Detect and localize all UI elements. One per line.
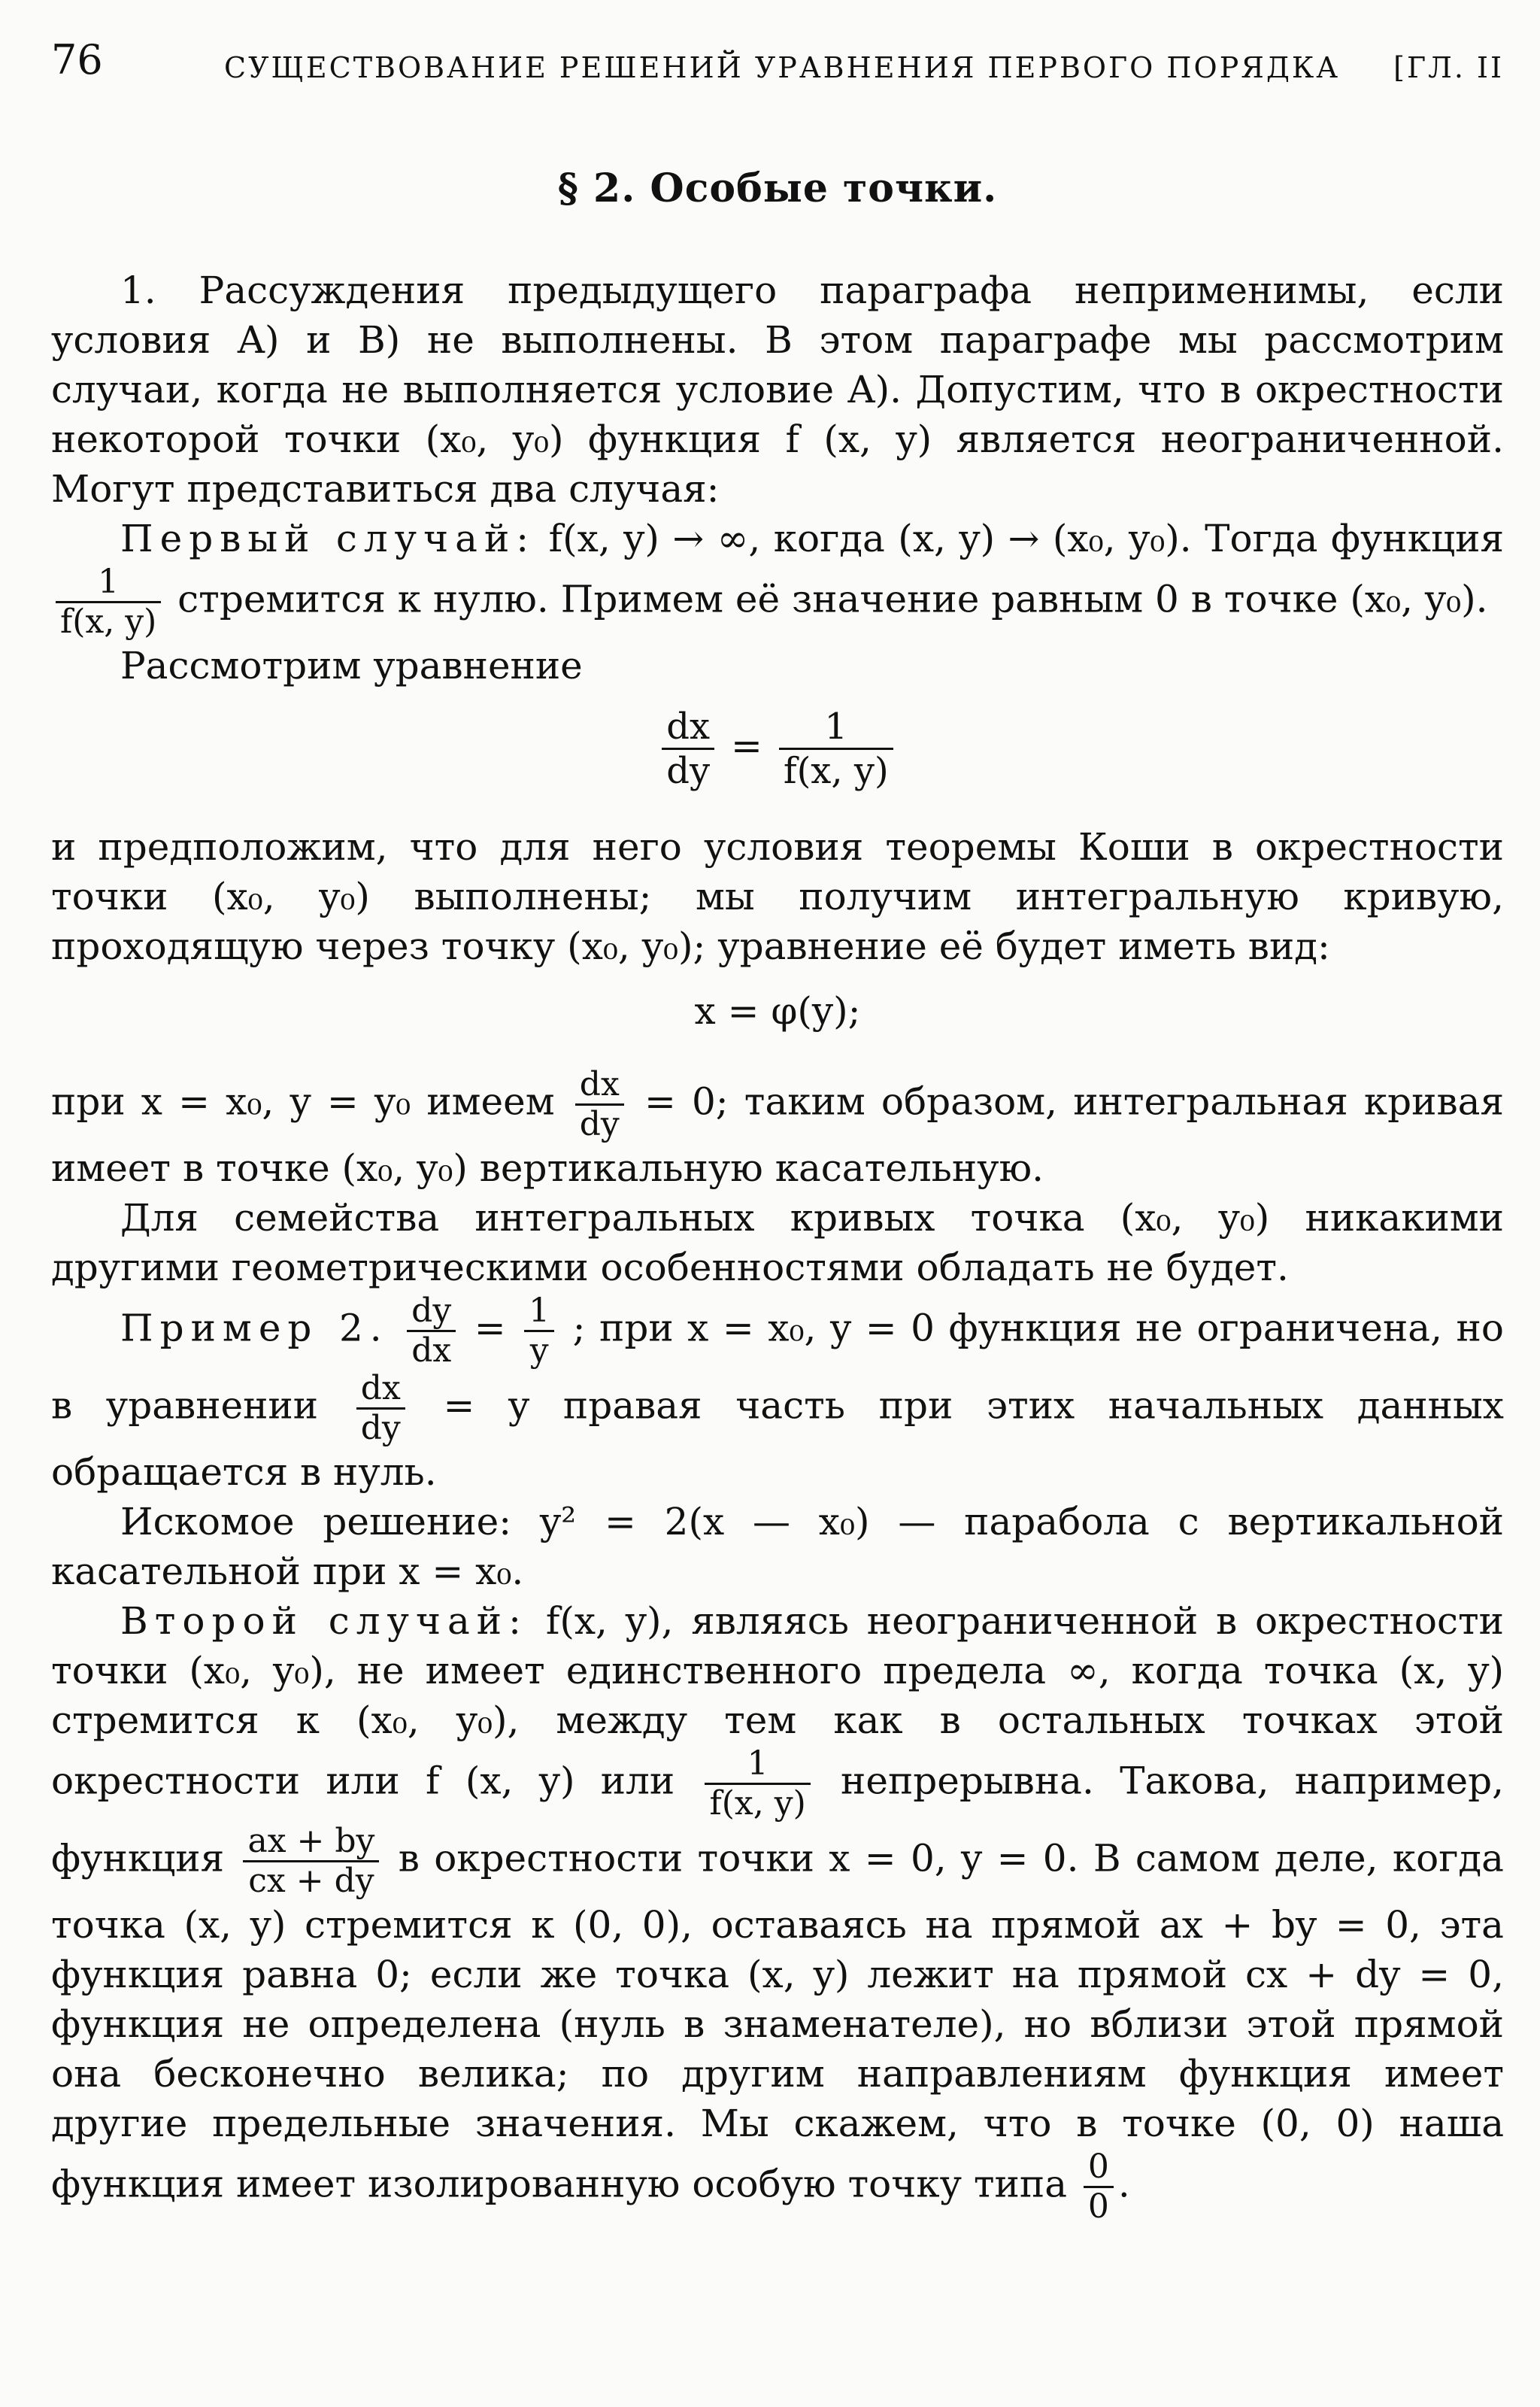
fraction-denominator: 0 [1087, 2187, 1109, 2226]
fraction-dx-dy [575, 1066, 624, 1143]
second-case-label: Второй случай: [120, 1599, 528, 1643]
fraction-numerator: dx [575, 1066, 624, 1106]
running-title: СУЩЕСТВОВАНИЕ РЕШЕНИЙ УРАВНЕНИЯ ПЕРВОГО ПОРЯДКА [224, 51, 1341, 84]
fraction-denominator: dy [666, 750, 711, 792]
paragraph-intro: 1. Рассуждения предыдущего параграфа неприменимы, если условия A) и B) не выполнены. В этом параграфе мы рассмотрим случаи, когда не выполняется условие A). Допустим, что в окрестности некоторой точки (x₀, y₀) функция f (x, y) является неограниченной. Могут представиться два случая: [51, 269, 1504, 511]
example-equals: = [474, 1306, 506, 1350]
example-text-d: = y правая часть при этих начальных данных обращается в нуль. [51, 1383, 1504, 1494]
vertical-tangent-text-b: = 0; таким образом, интегральная кривая имеет в точке (x₀, y₀) вертикальную касательную. [51, 1079, 1504, 1190]
second-case-text-a: f(x, y), являясь неограниченной в окрестности точки (x₀, y₀), не имеет единственного предела ∞, когда точка (x, y) стремится к (x₀, y₀), между тем как в остальных точках этой окрестности или f (x, y) или [51, 1599, 1504, 1803]
fraction-denominator: f(x, y) [60, 603, 157, 641]
paragraph-sought-solution: Искомое решение: y² = 2(x — x₀) — парабола с вертикальной касательной при x = x₀. [51, 1500, 1504, 1593]
equation-x-phi: x = φ(y); [694, 989, 861, 1033]
fraction-dx-dy [356, 1370, 405, 1447]
fraction-one-over-f [705, 1745, 810, 1823]
fraction-numerator: 1 [56, 563, 161, 603]
example-text-c: но в уравнении [51, 1306, 1504, 1428]
fraction-dy-dx [407, 1292, 456, 1370]
example-label: Пример 2. [120, 1306, 389, 1350]
fraction-numerator: dx [662, 706, 714, 750]
example-text-b: ; при x = x₀, y = 0 функция не ограничена, [572, 1306, 1442, 1350]
fraction-denominator: dy [579, 1105, 620, 1143]
paragraph-first-case [51, 514, 1504, 641]
fraction-numerator: 1 [705, 1745, 810, 1785]
equals-sign: = [731, 724, 762, 768]
page-number: 76 [51, 36, 103, 83]
fraction-denominator: dx [411, 1331, 452, 1370]
first-case-text-b: стремится к нулю. Примем её значение равным 0 в точке (x₀, y₀). [177, 577, 1488, 621]
fraction-numerator: dy [407, 1292, 456, 1332]
fraction-numerator: ax + by [243, 1823, 379, 1862]
equation-dx-dy [51, 706, 1504, 792]
fraction-numerator: 1 [524, 1292, 554, 1332]
paragraph-second-case [51, 1596, 1504, 2226]
second-case-end: . [1117, 2162, 1130, 2206]
fraction-dx-dy [662, 706, 714, 792]
fraction-ax-by-over-cx-dy [243, 1823, 379, 1900]
fraction-numerator: 1 [779, 706, 893, 750]
running-header [51, 30, 1504, 98]
fraction-numerator: dx [356, 1370, 405, 1410]
fraction-denominator: y [529, 1331, 549, 1370]
chapter-marker: [ГЛ. II [1393, 51, 1504, 84]
fraction-denominator: cx + dy [248, 1862, 374, 1900]
first-case-text-a: f(x, y) → ∞, когда (x, y) → (x₀, y₀). Тогда функция [548, 517, 1504, 560]
paragraph-family: Для семейства интегральных кривых точка (x₀, y₀) никакими другими геометрическими особенностями обладать не будет. [51, 1196, 1504, 1289]
fraction-zero-over-zero [1084, 2148, 1114, 2226]
paragraph-example-2 [51, 1292, 1504, 1497]
fraction-denominator: dy [360, 1409, 401, 1447]
first-case-label: Первый случай: [120, 517, 536, 560]
fraction-one-over-f [779, 706, 893, 792]
fraction-denominator: f(x, y) [783, 750, 889, 792]
book-page [51, 30, 1504, 2226]
fraction-denominator: f(x, y) [709, 1784, 806, 1823]
paragraph-consider: Рассмотрим уравнение [120, 644, 583, 687]
fraction-one-over-f [56, 563, 161, 641]
fraction-numerator: 0 [1084, 2148, 1114, 2188]
second-case-text-c: в окрестности точки x = 0, y = 0. В самом деле, когда точка (x, y) стремится к (0, 0), оставаясь на прямой ax + by = 0, эта функция равна 0; если же точка (x, y) лежит на прямой cx + dy = 0, функция не определена (нуль в знаменателе), но вблизи этой прямой она бесконечно велика; по другим направлениям функция имеет другие предельные значения. Мы скажем, что в точке (0, 0) наша функция имеет изолированную особую точку типа [51, 1836, 1504, 2206]
vertical-tangent-text-a: при x = x₀, y = y₀ имеем [51, 1079, 555, 1124]
section-title: § 2. Особые точки. [557, 165, 998, 211]
paragraph-cauchy: и предположим, что для него условия теоремы Коши в окрестности точки (x₀, y₀) выполнены; мы получим интегральную кривую, проходящую через точку (x₀, y₀); уравнение её будет иметь вид: [51, 825, 1504, 968]
fraction-one-over-y [524, 1292, 554, 1370]
paragraph-vertical-tangent [51, 1066, 1504, 1193]
second-case-text-b: непрерывна. Такова, например, функция [51, 1759, 1504, 1880]
